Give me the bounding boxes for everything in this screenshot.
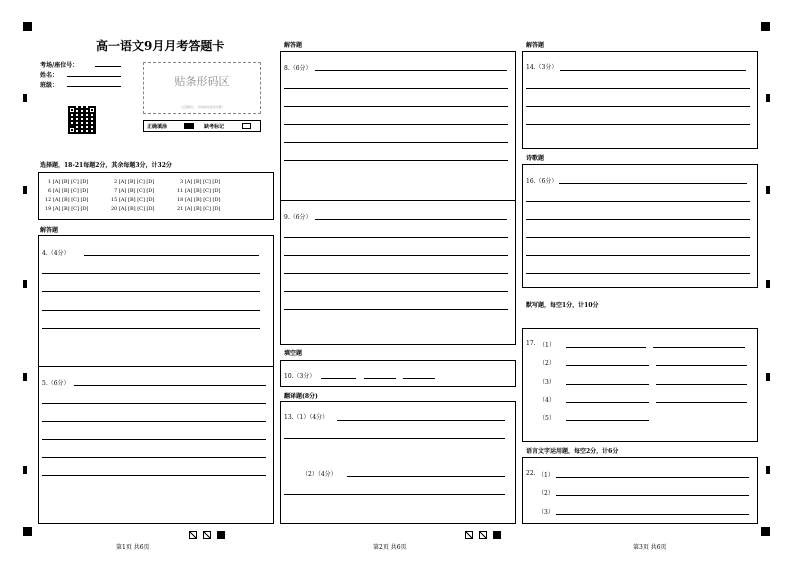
answer-blank[interactable] xyxy=(403,378,435,379)
timing-mark xyxy=(23,94,27,102)
answer-line[interactable] xyxy=(556,477,749,478)
answer-line[interactable] xyxy=(560,70,746,71)
page-title: 高一语文9月月考答题卡 xyxy=(96,39,225,53)
answer-blank[interactable] xyxy=(566,384,649,385)
answer-blank[interactable] xyxy=(653,347,745,348)
question-number: 16.（6分） xyxy=(526,178,558,185)
fill-correct-sample xyxy=(184,123,194,129)
answer-line[interactable] xyxy=(526,106,750,107)
fill-correct-label: 正确填涂 xyxy=(147,124,168,130)
answer-line[interactable] xyxy=(526,201,750,202)
answer-box-q13 xyxy=(280,401,516,524)
exam-room-label: 考场/座位号： xyxy=(40,62,79,69)
answer-line[interactable] xyxy=(284,124,508,125)
answer-box-q17 xyxy=(522,328,758,442)
class-field[interactable] xyxy=(67,86,121,87)
sub-question-number: （2） xyxy=(539,360,555,367)
sub-question-number: （4） xyxy=(539,397,555,404)
sub-question-number: （5） xyxy=(539,415,555,422)
barcode-note: （正面朝上，切勿贴出虚线方框） xyxy=(179,105,225,109)
answer-box-q9 xyxy=(280,200,516,345)
barcode-area xyxy=(143,62,261,114)
fill-legend xyxy=(143,120,261,132)
answer-line[interactable] xyxy=(526,255,750,256)
answer-line[interactable] xyxy=(284,88,508,89)
choice-option[interactable]: 21 [A] [B] [C] [D] xyxy=(177,206,221,212)
section-heading: 解答题 xyxy=(526,42,545,49)
sub-question-number: （1） xyxy=(539,342,555,349)
answer-blank[interactable] xyxy=(656,402,747,403)
answer-line[interactable] xyxy=(284,237,508,238)
timing-mark xyxy=(766,94,770,102)
timing-mark xyxy=(766,280,770,288)
sub-question-number: （3） xyxy=(539,379,555,386)
question-number: （2）（4分） xyxy=(302,471,337,478)
answer-line[interactable] xyxy=(526,273,750,274)
answer-box-q22 xyxy=(522,457,758,524)
sub-question-number: （3） xyxy=(538,509,554,516)
answer-line[interactable] xyxy=(526,124,750,125)
question-number: 5.（6分） xyxy=(42,380,70,387)
answer-line[interactable] xyxy=(337,420,505,421)
answer-line[interactable] xyxy=(526,219,750,220)
answer-box-q14 xyxy=(522,51,758,149)
answer-line[interactable] xyxy=(284,142,508,143)
answer-line[interactable] xyxy=(284,438,505,439)
answer-line[interactable] xyxy=(284,494,505,495)
timing-mark xyxy=(766,466,770,474)
answer-line[interactable] xyxy=(284,160,508,161)
registration-mark xyxy=(23,527,32,536)
name-label: 姓名： xyxy=(40,72,59,79)
answer-line[interactable] xyxy=(42,310,260,311)
choice-option[interactable]: 7 [A] [B] [C] [D] xyxy=(114,188,155,194)
answer-box-q5 xyxy=(38,366,274,524)
answer-line[interactable] xyxy=(42,291,260,292)
answer-line[interactable] xyxy=(42,439,266,440)
answer-line[interactable] xyxy=(42,403,266,404)
timing-mark xyxy=(23,280,27,288)
answer-line[interactable] xyxy=(556,495,749,496)
choice-option[interactable]: 20 [A] [B] [C] [D] xyxy=(111,206,155,212)
answer-line[interactable] xyxy=(315,219,507,220)
choice-option[interactable]: 19 [A] [B] [C] [D] xyxy=(45,206,89,212)
scan-mark xyxy=(479,531,487,539)
choice-heading: 选择题，18-21每题2分，其余每题3分，计32分 xyxy=(40,162,172,169)
answer-line[interactable] xyxy=(42,457,266,458)
scan-mark xyxy=(493,531,501,539)
answer-line[interactable] xyxy=(347,476,505,477)
timing-mark xyxy=(766,186,770,194)
timing-mark xyxy=(766,373,770,381)
answer-line[interactable] xyxy=(42,328,260,329)
barcode-label: 贴条形码区 xyxy=(174,75,230,88)
question-number: 10.（3分） xyxy=(284,373,316,380)
choice-box xyxy=(38,172,274,220)
answer-line[interactable] xyxy=(556,514,749,515)
answer-blank[interactable] xyxy=(364,378,396,379)
question-number: 14.（3分） xyxy=(526,64,558,71)
timing-mark xyxy=(23,186,27,194)
registration-mark xyxy=(761,22,770,31)
class-label: 班级： xyxy=(40,82,59,89)
registration-mark xyxy=(761,527,770,536)
answer-line[interactable] xyxy=(559,183,747,184)
question-number: 17. xyxy=(526,340,536,347)
answer-blank[interactable] xyxy=(321,378,356,379)
choice-option[interactable]: 1 [A] [B] [C] [D] xyxy=(48,179,89,185)
question-number: 13.（1）（4分） xyxy=(284,414,329,421)
choice-option[interactable]: 6 [A] [B] [C] [D] xyxy=(48,188,89,194)
answer-line[interactable] xyxy=(315,70,507,71)
absent-mark-box[interactable] xyxy=(242,123,251,129)
timing-mark xyxy=(23,373,27,381)
answer-line[interactable] xyxy=(526,88,750,89)
question-number: 8.（6分） xyxy=(284,65,312,72)
answer-blank[interactable] xyxy=(566,420,649,421)
answer-line[interactable] xyxy=(284,106,508,107)
registration-mark xyxy=(23,22,32,31)
answer-line[interactable] xyxy=(42,421,266,422)
choice-option[interactable]: 2 [A] [B] [C] [D] xyxy=(114,179,155,185)
page-footer: 第1页 共6页 xyxy=(116,544,150,551)
scan-mark xyxy=(217,531,225,539)
section-heading: 语言文字运用题，每空2分，计6分 xyxy=(526,448,619,455)
question-number: 4.（4分） xyxy=(42,250,70,257)
answer-line[interactable] xyxy=(74,385,266,386)
answer-blank[interactable] xyxy=(566,347,646,348)
scan-mark xyxy=(465,531,473,539)
answer-line[interactable] xyxy=(284,255,508,256)
answer-box-q8 xyxy=(280,51,516,201)
choice-option[interactable]: 12 [A] [B] [C] [D] xyxy=(45,197,89,203)
qr-code xyxy=(68,106,96,134)
section-heading: 解答题 xyxy=(40,227,59,234)
page-footer: 第2页 共6页 xyxy=(373,544,407,551)
answer-line[interactable] xyxy=(42,273,260,274)
section-heading: 翻译题(8分) xyxy=(284,393,318,400)
answer-box-q10 xyxy=(280,360,516,387)
answer-line[interactable] xyxy=(284,273,508,274)
answer-blank[interactable] xyxy=(656,365,747,366)
name-field[interactable] xyxy=(67,76,121,77)
answer-blank[interactable] xyxy=(566,402,649,403)
question-number: 22. xyxy=(526,470,536,477)
choice-option[interactable]: 18 [A] [B] [C] [D] xyxy=(177,197,221,203)
answer-line[interactable] xyxy=(526,237,750,238)
answer-line[interactable] xyxy=(284,291,508,292)
answer-box-q4 xyxy=(38,235,274,367)
sub-question-number: （2） xyxy=(538,490,554,497)
sub-question-number: （1） xyxy=(538,472,554,479)
choice-option[interactable]: 11 [A] [B] [C] [D] xyxy=(177,188,221,194)
answer-blank[interactable] xyxy=(566,365,649,366)
section-heading: 诗歌题 xyxy=(526,155,545,162)
section-heading: 解答题 xyxy=(284,42,303,49)
answer-line[interactable] xyxy=(84,255,259,256)
question-number: 9.（6分） xyxy=(284,214,312,221)
choice-option[interactable]: 15 [A] [B] [C] [D] xyxy=(111,197,155,203)
answer-box-q16 xyxy=(522,164,758,288)
section-heading: 填空题 xyxy=(284,350,303,357)
answer-line[interactable] xyxy=(42,475,266,476)
timing-mark xyxy=(23,466,27,474)
absent-mark-label: 缺考标记 xyxy=(204,124,225,130)
scan-mark xyxy=(203,531,211,539)
answer-line[interactable] xyxy=(284,309,508,310)
choice-option[interactable]: 3 [A] [B] [C] [D] xyxy=(180,179,221,185)
section-heading: 默写题，每空1分，计10分 xyxy=(526,302,599,309)
scan-mark xyxy=(189,531,197,539)
page-footer: 第3页 共6页 xyxy=(633,544,667,551)
answer-blank[interactable] xyxy=(656,384,747,385)
exam-room-field[interactable] xyxy=(95,66,121,67)
